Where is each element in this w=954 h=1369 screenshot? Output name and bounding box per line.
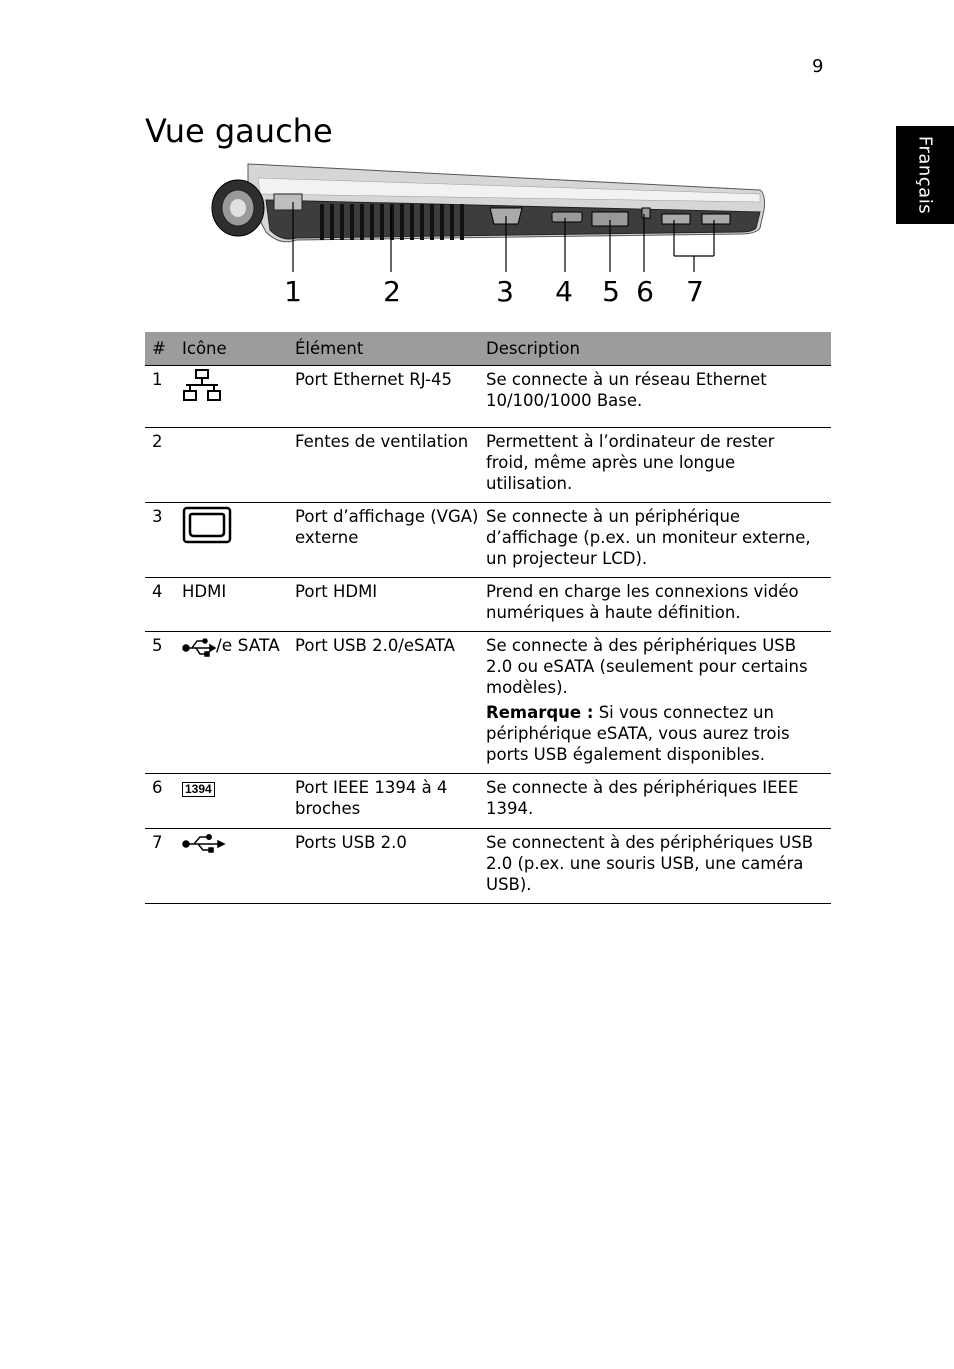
ports-table [145, 332, 831, 904]
note-text: Si vous connectez un périphérique eSATA, vous aurez trois ports USB également disponibles. [486, 703, 790, 764]
page-number: 9 [812, 56, 824, 77]
language-tab [896, 126, 954, 224]
row-num: 1 [145, 366, 182, 428]
header-element: Élément [295, 332, 486, 366]
row-icon-cell [182, 774, 295, 829]
row-element: Ports USB 2.0 [295, 829, 486, 904]
laptop-left-side-figure [200, 150, 780, 320]
row-icon-cell [182, 632, 295, 774]
table-row [145, 829, 831, 904]
note [486, 702, 819, 765]
callout-3: 3 [496, 275, 514, 308]
callout-7: 7 [686, 275, 704, 308]
row-description: Se connectent à des périphériques USB 2.0 (p.ex. une souris USB, une caméra USB). [486, 829, 831, 904]
laptop-left-side-illustration [200, 150, 780, 320]
row-element: Port IEEE 1394 à 4 broches [295, 774, 486, 829]
row-icon-cell [182, 428, 295, 503]
row-description: Se connecte à des périphériques USB 2.0 ou eSATA (seulement pour certains modèles). [486, 636, 808, 697]
ethernet-icon [182, 369, 222, 403]
header-description: Description [486, 332, 831, 366]
esata-label: /e SATA [216, 636, 280, 656]
callout-2: 2 [383, 275, 401, 308]
header-num: # [145, 332, 182, 366]
ieee1394-icon: 1394 [182, 782, 215, 797]
row-num: 3 [145, 503, 182, 578]
row-element: Port Ethernet RJ-45 [295, 366, 486, 428]
vga-icon [182, 506, 232, 544]
row-description: Se connecte à un périphérique d’affichage (p.ex. un moniteur externe, un projecteur LCD). [486, 503, 831, 578]
row-icon-cell [182, 366, 295, 428]
table-row [145, 578, 831, 632]
row-element: Port HDMI [295, 578, 486, 632]
callout-5: 5 [602, 275, 620, 308]
usb-esata-icon [182, 637, 216, 657]
table-header-row [145, 332, 831, 366]
row-element: Fentes de ventilation [295, 428, 486, 503]
table-row [145, 774, 831, 829]
table-row [145, 632, 831, 774]
table-row [145, 503, 831, 578]
callout-1: 1 [284, 275, 302, 308]
header-icon: Icône [182, 332, 295, 366]
row-num: 6 [145, 774, 182, 829]
row-num: 2 [145, 428, 182, 503]
row-num: 7 [145, 829, 182, 904]
callout-4: 4 [555, 275, 573, 308]
callout-6: 6 [636, 275, 654, 308]
row-num: 4 [145, 578, 182, 632]
row-element: Port d’affichage (VGA) externe [295, 503, 486, 578]
hdmi-icon-text: HDMI [182, 578, 295, 632]
row-description: Permettent à l’ordinateur de rester froid, même après une longue utilisation. [486, 428, 831, 503]
row-description: Se connecte à des périphériques IEEE 1394. [486, 774, 831, 829]
usb-icon [182, 832, 226, 854]
row-description: Prend en charge les connexions vidéo numériques à haute définition. [486, 578, 831, 632]
language-tab-label: Français [914, 135, 936, 215]
note-label: Remarque : [486, 703, 594, 722]
row-description-cell [486, 632, 831, 774]
row-element: Port USB 2.0/eSATA [295, 632, 486, 774]
table-row [145, 428, 831, 503]
row-description: Se connecte à un réseau Ethernet 10/100/1000 Base. [486, 366, 831, 428]
table-row [145, 366, 831, 428]
row-num: 5 [145, 632, 182, 774]
row-icon-cell [182, 503, 295, 578]
page-title: Vue gauche [145, 112, 333, 150]
row-icon-cell [182, 829, 295, 904]
